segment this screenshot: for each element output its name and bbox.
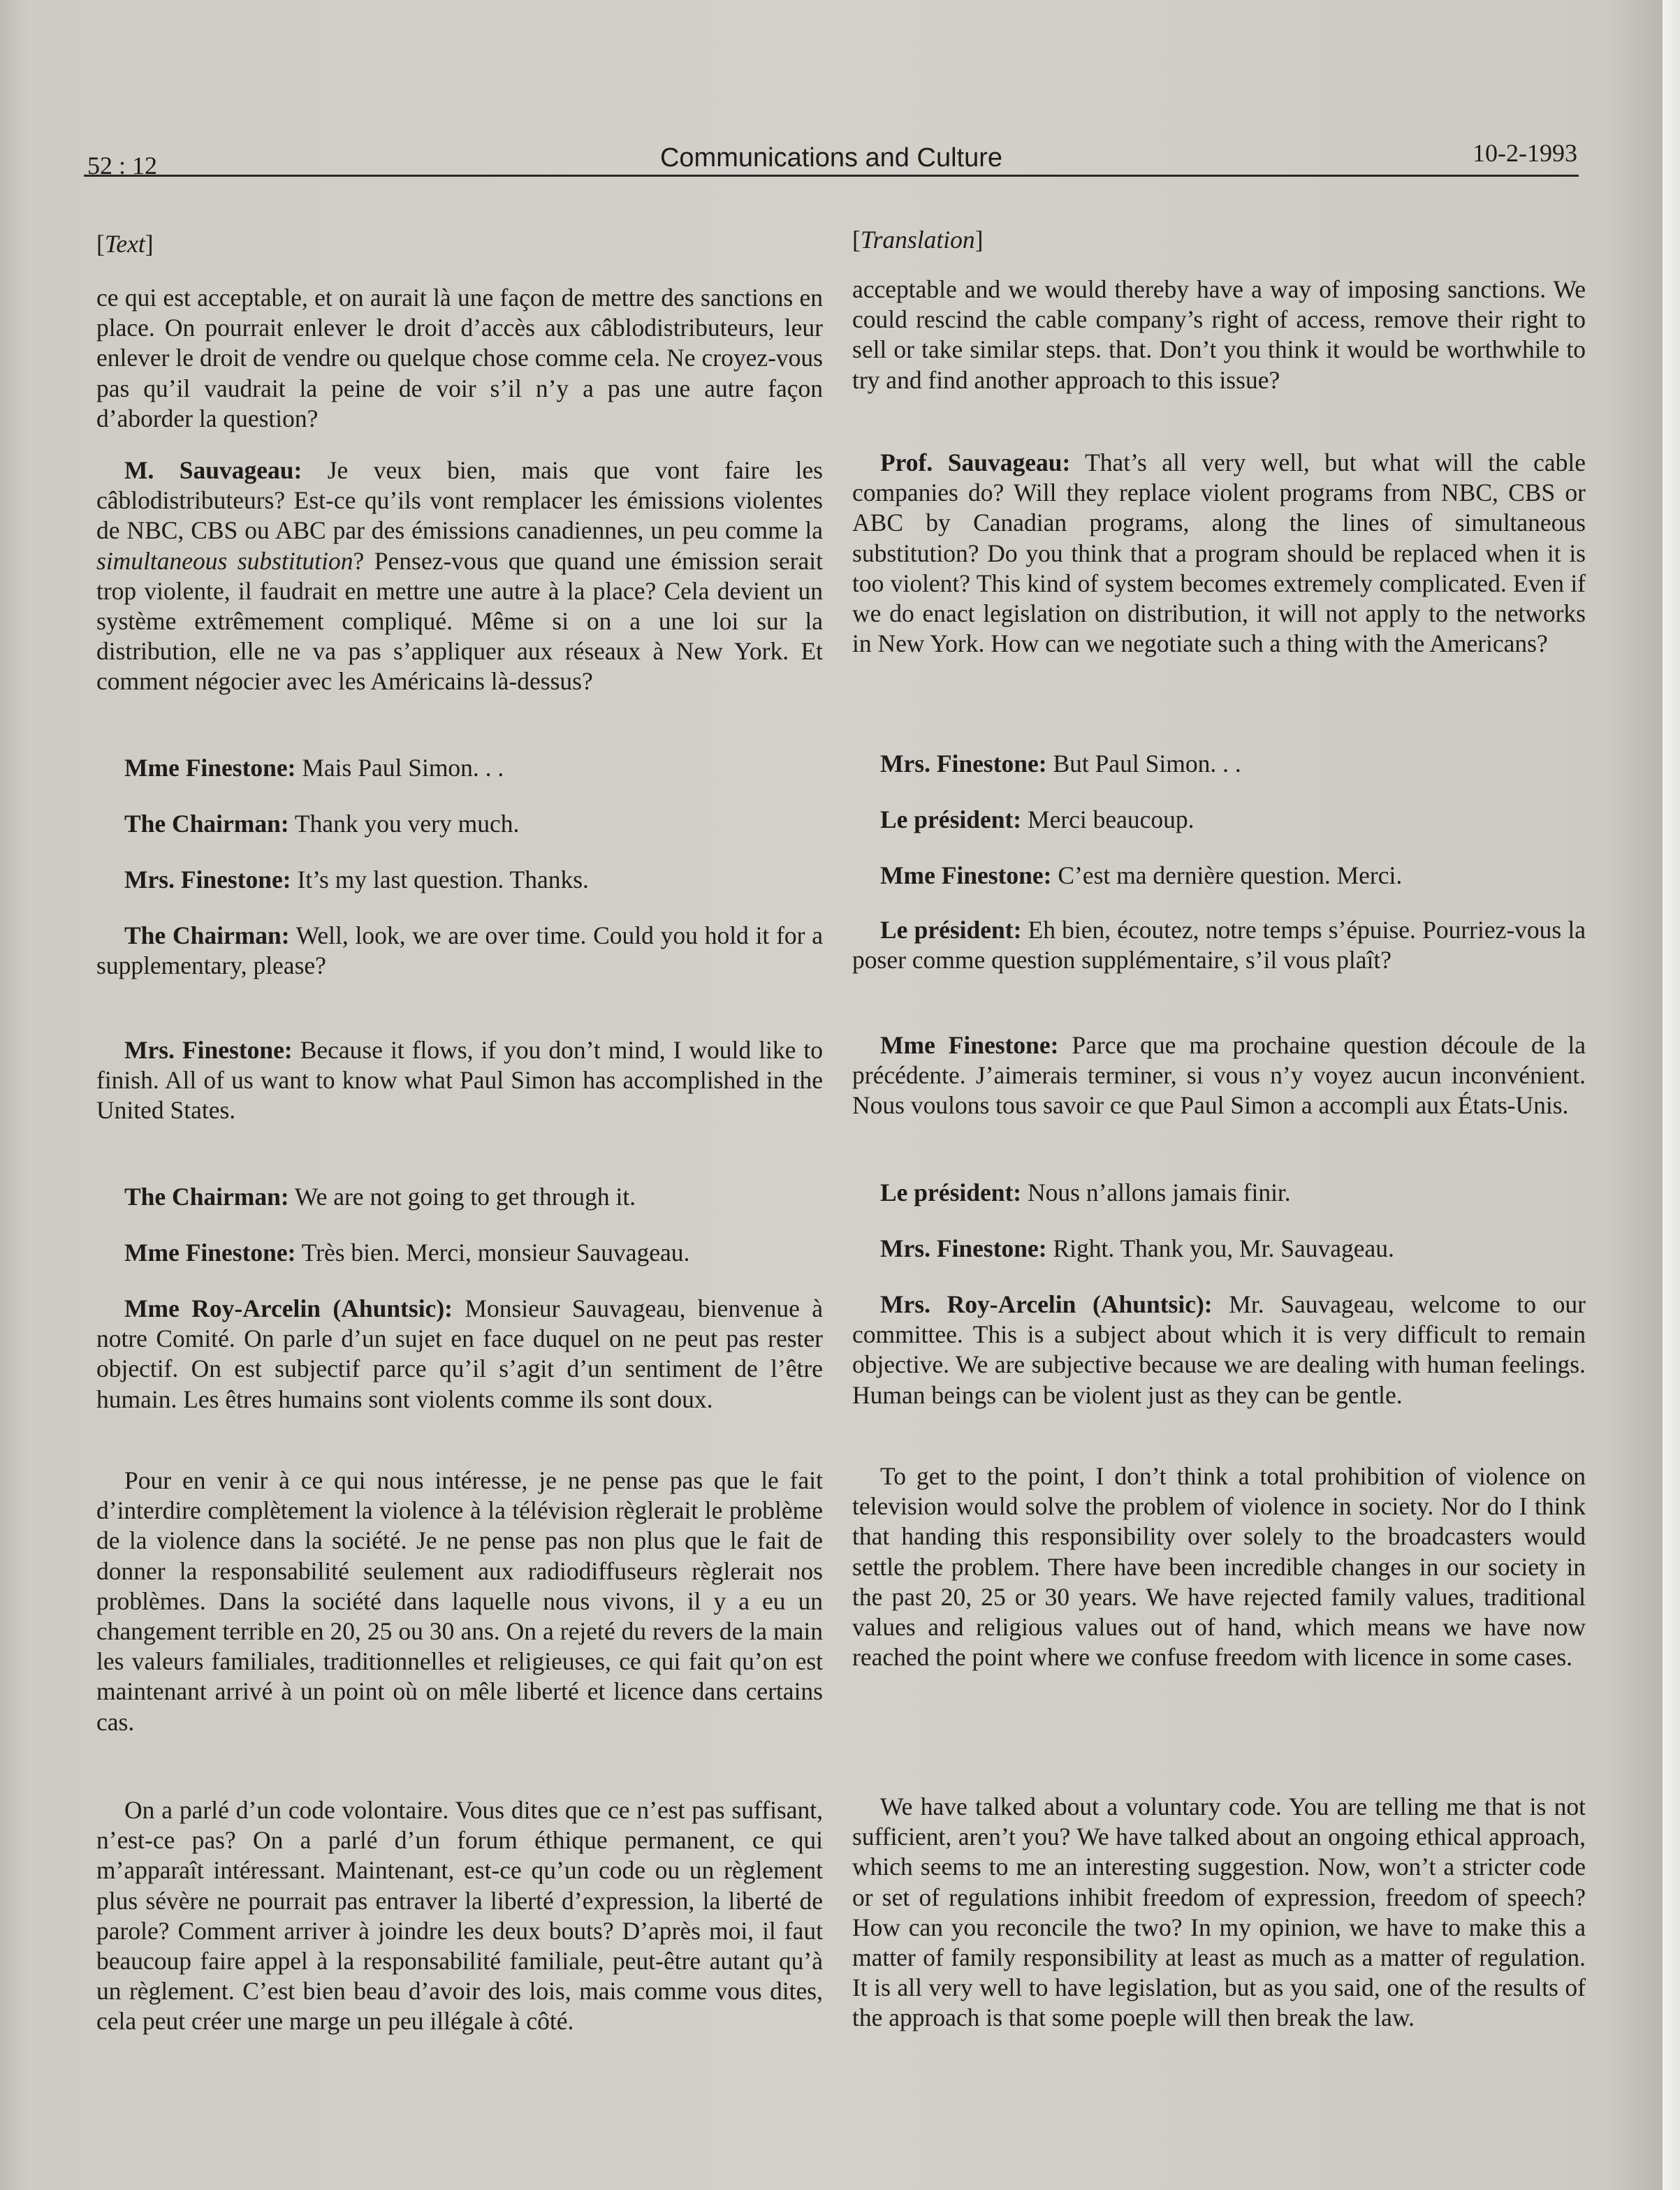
- right-paragraph: [852, 1792, 1586, 2034]
- speech-text: Well, look, we are over time. Could you hold it for a supplementary, please?: [96, 921, 823, 980]
- right-paragraph: [852, 1234, 1586, 1264]
- speaker-name: Le président:: [880, 916, 1022, 944]
- speech-text: Thank you very much.: [288, 810, 520, 838]
- paragraph-text: Pour en venir à ce qui nous intéresse, je ne pense pas que le fait d’interdire complètement la violence à la télévision règlerait le problème de la violence dans la société. Je ne pense pas non plus que le fait de donner la responsabilité seulement aux radiodiffuseurs règlerait nos problèmes. Dans la société dans laquelle nous vivons, il y a eu un changement terrible en 20, 25 ou 30 ans. On a rejeté du revers de la main les valeurs familiales, traditionnelles et religieuses, ce qui fait qu’on est maintenant arrivé à un point où on mêle liberté et licence dans certains cas.: [96, 1466, 823, 1736]
- page-header: [84, 133, 1579, 180]
- right-paragraph: [852, 448, 1586, 659]
- right-paragraph: [852, 861, 1586, 891]
- speech-text: Je veux bien, mais que vont faire les câblodistributeurs? Est-ce qu’ils vont remplacer les émissions violentes de NBC, CBS ou ABC par des émissions canadiennes, un peu comme la: [96, 456, 823, 545]
- speech-text: Mr. Sauvageau, welcome to our committee. This is a subject about which it is very difficult to remain objective. We are subjective because we are dealing with human feelings. Human beings can be violent just as they can be gentle.: [852, 1290, 1586, 1409]
- left-paragraph: [96, 809, 823, 839]
- left-paragraph: [96, 1238, 823, 1268]
- speech-text: Merci beaucoup.: [1021, 805, 1195, 833]
- left-paragraph: [96, 1795, 823, 2037]
- right-paragraph: [852, 805, 1586, 835]
- left-paragraph: [96, 921, 823, 981]
- right-paragraph: [852, 1030, 1586, 1121]
- speaker-name: The Chairman:: [124, 810, 289, 838]
- speaker-name: Mrs. Finestone:: [124, 866, 291, 893]
- paragraph-text: ce qui est acceptable, et on aurait là une façon de mettre des sanctions en place. On pourrait enlever le droit d’accès aux câblodistributeurs, leur enlever le droit de vendre ou quelque chose comme cela. Ne croyez-vous pas qu’il vaudrait la peine de voir s’il n’y a pas une autre façon d’aborder la question?: [96, 284, 823, 432]
- left-paragraph: [96, 865, 823, 895]
- right-paragraph: [852, 1461, 1586, 1672]
- speaker-name: Mrs. Finestone:: [880, 1234, 1047, 1262]
- speaker-name: Mrs. Roy-Arcelin (Ahuntsic):: [880, 1290, 1213, 1318]
- speaker-name: The Chairman:: [124, 1183, 289, 1211]
- speaker-name: Mme Finestone:: [124, 754, 296, 782]
- speech-text: Monsieur Sauvageau, bienvenue à notre Comité. On parle d’un sujet en face duquel on ne peut pas rester objectif. On est subjectif parce qu’il s’agit d’un sentiment de l’être humain. Les êtres humains sont violents comme ils sont doux.: [96, 1294, 824, 1413]
- speaker-name: The Chairman:: [124, 921, 290, 949]
- speaker-name: Le président:: [880, 1178, 1022, 1206]
- left-paragraph: [96, 753, 823, 783]
- right-paragraph: [852, 275, 1586, 395]
- speaker-name: M. Sauvageau:: [124, 456, 302, 484]
- speaker-name: Mme Finestone:: [880, 861, 1052, 889]
- right-paragraph: [852, 1178, 1586, 1208]
- label-translation: Translation: [860, 226, 975, 254]
- speech-text: ? Pensez-vous que quand une émission serait trop violente, il faudrait en mettre une autre à la place? Cela devient un système extrêmement compliqué. Même si on a une loi sur la distribution, elle ne va pas s’appliquer aux réseaux à New York. Et comment négocier avec les Américains là-dessus?: [96, 546, 823, 696]
- label-text: Text: [104, 230, 145, 258]
- column-label-text: [Text]: [96, 230, 154, 258]
- speaker-name: Mme Finestone:: [880, 1031, 1059, 1059]
- right-paragraph: [852, 1290, 1586, 1410]
- speech-text: Mais Paul Simon. . .: [295, 754, 504, 782]
- running-title: Communications and Culture: [659, 143, 1002, 173]
- paragraph-text: We have talked about a voluntary code. You are telling me that is not sufficient, aren’t you? We have talked about an ongoing ethical approach, which seems to me an interesting suggestion. Now, won’t a stricter code or set of regulations inhibit freedom of expression, freedom of speech? How can you reconcile the two? In my opinion, we have to make this a matter of family responsibility at least as much as a matter of regulation. It is all very well to have legislation, but as you said, one of the results of the approach is that some poeple will then break the law.: [852, 1793, 1586, 2032]
- paragraph-text: On a parlé d’un code volontaire. Vous dites que ce n’est pas suffisant, n’est-ce pas? On a parlé d’un forum éthique permanent, ce qui m’apparaît intéressant. Maintenant, est-ce qu’un code ou un règlement plus sévère ne pourrait pas entraver la liberté d’expression, la liberté de parole? Comment arriver à joindre les deux bouts? D’après moi, il faut beaucoup faire appel à la responsabilité familiale, peut-être autant qu’à un règlement. C’est bien beau d’avoir des lois, mais comme vous dites, cela peut créer une marge un peu illégale à côté.: [96, 1796, 823, 2036]
- column-label-translation: [Translation]: [852, 226, 984, 254]
- page-number: 52 : 12: [87, 152, 158, 180]
- speaker-name: Prof. Sauvageau:: [880, 448, 1071, 476]
- left-paragraph: [96, 455, 823, 697]
- speech-text: Nous n’allons jamais finir.: [1021, 1178, 1291, 1206]
- header-date: 10-2-1993: [1473, 139, 1577, 167]
- speech-text: Because it flows, if you don’t mind, I would like to finish. All of us want to know what Paul Simon has accomplished in the United States.: [96, 1036, 823, 1125]
- speech-text: Parce que ma prochaine question découle de la précédente. J’aimerais terminer, si vous n’y voyez aucun inconvénient. Nous voulons tous savoir ce que Paul Simon a accompli aux États-Unis.: [852, 1031, 1586, 1120]
- speech-text: Right. Thank you, Mr. Sauvageau.: [1046, 1234, 1394, 1262]
- speaker-name: Mrs. Finestone:: [124, 1036, 293, 1064]
- speech-text: We are not going to get through it.: [288, 1183, 636, 1211]
- paragraph-text: To get to the point, I don’t think a total prohibition of violence on television would solve the problem of violence in society. Nor do I think that handing this responsibility over solely to the broadcasters would settle the problem. There have been incredible changes in our society in the past 20, 25 or 30 years. We have rejected family values, traditional values and religious values out of hand, which means we have now reached the point where we confuse freedom with licence in some cases.: [852, 1462, 1586, 1672]
- speech-text: Eh bien, écoutez, notre temps s’épuise. Pourriez-vous la poser comme question supplémentaire, s’il vous plaît?: [852, 916, 1586, 974]
- speaker-name: Mme Roy-Arcelin (Ahuntsic):: [124, 1294, 453, 1322]
- speech-text: That’s all very well, but what will the cable companies do? Will they replace violent programs from NBC, CBS or ABC by Canadian programs, along the lines of simultaneous substitution? Do you think that a program should be replaced when it is too violent? This kind of system becomes extremely complicated. Even if we do enact legislation on distribution, it will not apply to the networks in New York. How can we negotiate such a thing with the Americans?: [852, 448, 1586, 658]
- page-edge: [1663, 0, 1680, 2190]
- speaker-name: Mrs. Finestone:: [880, 750, 1047, 778]
- speaker-name: Le président:: [880, 805, 1022, 833]
- right-paragraph: [852, 749, 1586, 779]
- left-paragraph: [96, 1182, 823, 1212]
- right-paragraph: [852, 915, 1586, 975]
- left-paragraph: [96, 1466, 823, 1737]
- paragraph-text: acceptable and we would thereby have a way of imposing sanctions. We could rescind the cable company’s right of access, remove their right to sell or take similar steps. that. Don’t you think it would be worthwhile to try and find another approach to this issue?: [852, 275, 1586, 394]
- speaker-name: Mme Finestone:: [124, 1239, 296, 1266]
- speech-italic: simultaneous substitution: [96, 546, 353, 575]
- speech-text: Très bien. Merci, monsieur Sauvageau.: [295, 1239, 690, 1266]
- speech-text: But Paul Simon. . .: [1046, 750, 1241, 778]
- speech-text: It’s my last question. Thanks.: [291, 866, 589, 893]
- speech-text: C’est ma dernière question. Merci.: [1051, 861, 1403, 889]
- left-paragraph: [96, 1294, 823, 1415]
- left-paragraph: [96, 283, 823, 434]
- left-paragraph: [96, 1035, 823, 1126]
